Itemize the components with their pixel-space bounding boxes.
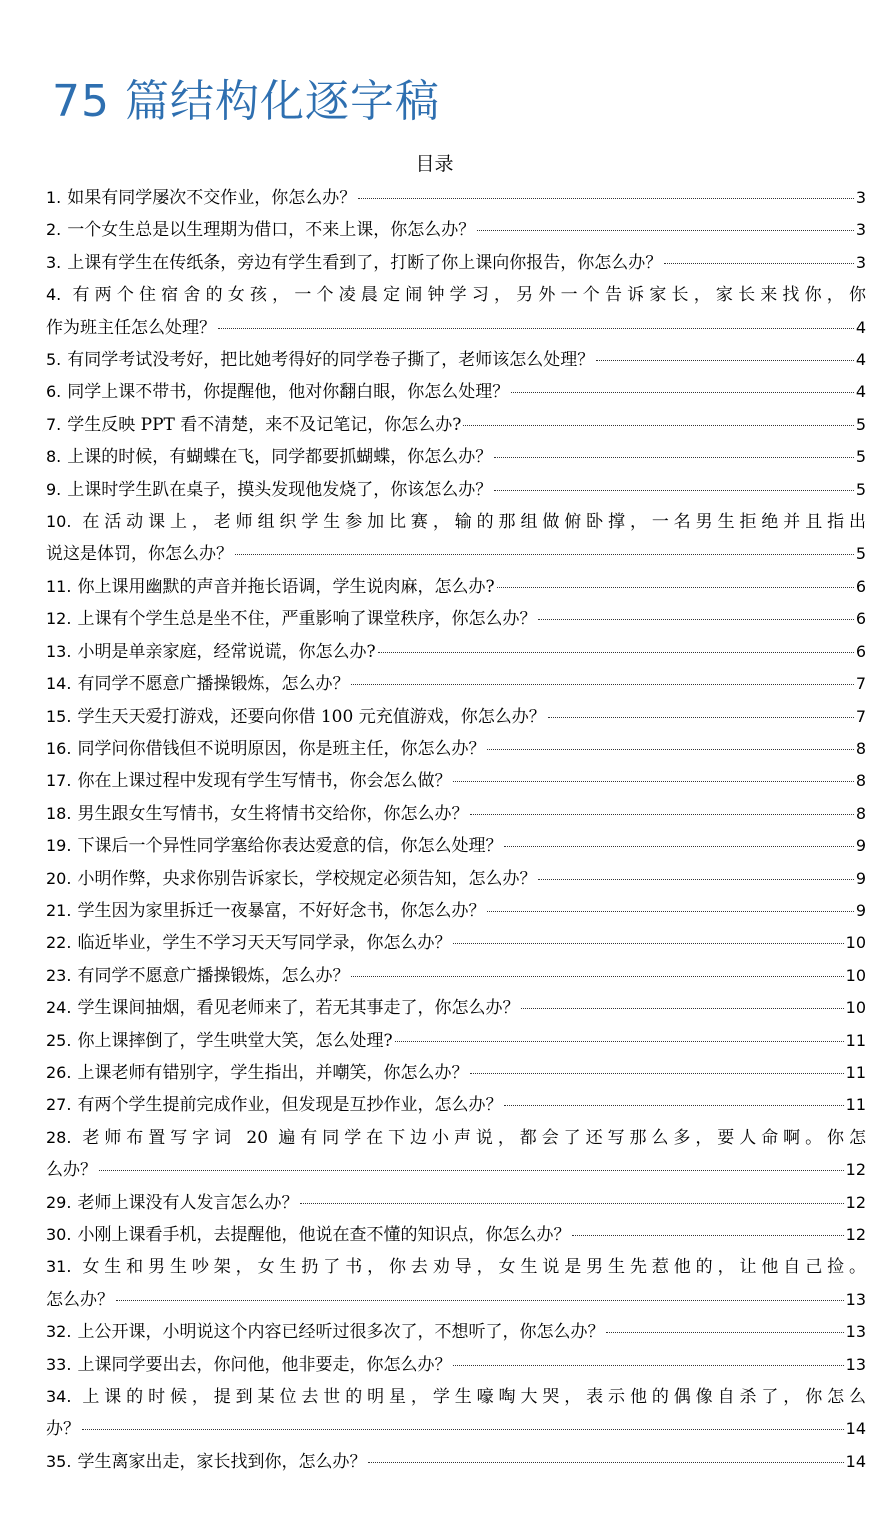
toc-page-number: 6: [855, 641, 866, 661]
toc-entry[interactable]: [46, 1446, 866, 1478]
toc-entry-title: 女生和男生吵架，女生扔了书，你去劝导，女生说是男生先惹他的，让他自己捡。: [77, 1257, 866, 1278]
toc-entry-number: 14.: [46, 674, 72, 694]
toc-page-number: 8: [855, 738, 866, 758]
toc-page-number: 11: [845, 1095, 866, 1115]
toc-entry-number: 5.: [46, 350, 62, 370]
toc-entry-title: 你上课摔倒了，学生哄堂大笑，怎么处理?: [77, 1030, 393, 1051]
toc-entry[interactable]: [46, 798, 866, 830]
toc-entry-title: 有同学考试没考好，把比她考得好的同学卷子撕了，老师该怎么处理？: [67, 350, 595, 371]
toc-entry[interactable]: [46, 603, 866, 635]
toc-entry-title: 小明作弊，央求你别告诉家长，学校规定必须告知，怎么办？: [77, 868, 537, 889]
toc-page-number: 9: [855, 900, 866, 920]
toc-entry-number: 29.: [46, 1192, 72, 1212]
toc-heading: 目录: [415, 153, 454, 175]
toc-page-number: 10: [845, 998, 866, 1018]
toc-entry-title-continued: 怎么办？: [46, 1289, 114, 1310]
toc-entry-title: 学生因为家里拆迁一夜暴富，不好好念书，你怎么办？: [77, 900, 486, 921]
dot-leader: [497, 587, 854, 588]
toc-page-number: 11: [845, 1030, 866, 1050]
toc-entry-number: 12.: [46, 609, 72, 629]
toc-entry-title-continued: 说这是体罚，你怎么办？: [46, 544, 233, 565]
toc-entry-title-continued: 办？: [46, 1419, 80, 1440]
toc-entry-number: 30.: [46, 1225, 72, 1244]
toc-entry-title: 上课同学要出去，你问他，他非要走，你怎么办？: [77, 1354, 452, 1375]
toc-entry-title: 上课的时候，提到某位去世的明星，学生嚎啕大哭，表示他的偶像自杀了，你怎么: [77, 1387, 866, 1408]
toc-entry-title: 有两个学生提前完成作业，但发现是互抄作业，怎么办？: [77, 1095, 503, 1116]
toc-entry-number: 9.: [46, 479, 62, 499]
dot-leader: [351, 976, 843, 977]
toc-entry-number: 32.: [46, 1322, 72, 1342]
dot-leader: [368, 1462, 843, 1463]
toc-page-number: 8: [855, 803, 866, 823]
toc-page-number: 10: [845, 965, 866, 985]
toc-page-number: 3: [855, 252, 866, 272]
toc-entry[interactable]: [46, 636, 866, 668]
toc-entry-number: 17.: [46, 771, 72, 791]
toc-entry-number: 20.: [46, 868, 72, 888]
toc-page-number: 14: [845, 1451, 866, 1471]
toc-entry-number: 33.: [46, 1354, 72, 1374]
toc-entry-line: [46, 1122, 866, 1154]
dot-leader: [351, 684, 853, 685]
toc-page-number: 5: [855, 544, 866, 564]
toc-entry-title: 你上课用幽默的声音并拖长语调，学生说肉麻，怎么办?: [77, 576, 495, 597]
toc-entry-title: 一个女生总是以生理期为借口，不来上课，你怎么办？: [67, 220, 476, 241]
toc-page-number: 5: [855, 447, 866, 467]
toc-page-number: 5: [855, 414, 866, 434]
dot-leader: [358, 198, 854, 199]
document-title: 75 篇结构化逐字稿: [52, 76, 440, 127]
toc-entry[interactable]: [46, 376, 866, 408]
dot-leader: [99, 1170, 844, 1171]
toc-entry-number: 26.: [46, 1062, 72, 1082]
toc-entry[interactable]: [46, 409, 866, 441]
dot-leader: [395, 1041, 844, 1042]
toc-entry-title: 小明是单亲家庭，经常说谎，你怎么办?: [77, 641, 376, 662]
toc-entry[interactable]: [46, 863, 866, 895]
dot-leader: [477, 230, 854, 231]
dot-leader: [511, 392, 854, 393]
dot-leader: [487, 911, 853, 912]
table-of-contents: [46, 182, 866, 1478]
toc-page-number: 5: [855, 479, 866, 499]
toc-entry[interactable]: [46, 182, 866, 214]
dot-leader: [463, 425, 853, 426]
toc-entry-title: 有同学不愿意广播操锻炼，怎么办？: [77, 674, 350, 695]
dot-leader: [521, 1008, 843, 1009]
dot-leader: [378, 652, 854, 653]
toc-entry[interactable]: [46, 1089, 866, 1121]
dot-leader: [664, 263, 854, 264]
toc-entry-number: 27.: [46, 1095, 72, 1115]
toc-entry-number: 24.: [46, 998, 72, 1018]
toc-entry-title: 同学问你借钱但不说明原因，你是班主任，你怎么办？: [77, 738, 486, 759]
dot-leader: [538, 879, 853, 880]
toc-entry-number: 13.: [46, 641, 72, 661]
toc-entry[interactable]: [46, 1187, 866, 1219]
toc-entry-number: 7.: [46, 414, 62, 434]
dot-leader: [453, 781, 853, 782]
toc-entry-number: 10.: [46, 512, 72, 532]
toc-entry-number: 19.: [46, 836, 72, 856]
dot-leader: [504, 1105, 843, 1106]
toc-entry[interactable]: [46, 960, 866, 992]
toc-entry[interactable]: [46, 830, 866, 862]
toc-entry-title: 小刚上课看手机，去提醒他，他说在查不懂的知识点，你怎么办？: [77, 1225, 571, 1245]
toc-entry-title: 有两个住宿舍的女孩，一个凌晨定闹钟学习，另外一个告诉家长，家长来找你，你: [67, 285, 866, 306]
toc-page-number: 9: [855, 868, 866, 888]
toc-entry[interactable]: [46, 1057, 866, 1089]
toc-entry-number: 1.: [46, 188, 62, 207]
toc-entry-title: 上课时学生趴在桌子，摸头发现他发烧了，你该怎么办？: [67, 479, 493, 500]
toc-entry-line: [46, 279, 866, 311]
toc-entry-title-continued: 作为班主任怎么处理？: [46, 317, 216, 338]
toc-entry[interactable]: [46, 1122, 866, 1187]
toc-entry-title: 你在上课过程中发现有学生写情书，你会怎么做？: [77, 771, 452, 792]
dot-leader: [218, 328, 854, 329]
toc-entry-number: 3.: [46, 252, 62, 272]
toc-entry-number: 18.: [46, 803, 72, 823]
toc-entry-number: 11.: [46, 576, 72, 596]
toc-entry[interactable]: [46, 571, 866, 603]
toc-entry[interactable]: [46, 1349, 866, 1381]
toc-entry[interactable]: [46, 668, 866, 700]
toc-entry[interactable]: [46, 1025, 866, 1057]
toc-entry-number: 22.: [46, 933, 72, 953]
dot-leader: [487, 749, 853, 750]
toc-entry[interactable]: [46, 733, 866, 765]
toc-entry-title: 上公开课，小明说这个内容已经听过很多次了，不想听了，你怎么办？: [77, 1322, 605, 1343]
toc-entry-number: 23.: [46, 965, 72, 985]
toc-page-number: 4: [855, 317, 866, 337]
toc-entry-number: 28.: [46, 1127, 72, 1147]
toc-entry[interactable]: [46, 506, 866, 571]
dot-leader: [504, 846, 853, 847]
toc-entry[interactable]: [46, 441, 866, 473]
toc-page-number: 11: [845, 1062, 866, 1082]
toc-entry-number: 6.: [46, 382, 62, 402]
toc-entry-number: 15.: [46, 706, 72, 726]
toc-page-number: 7: [855, 706, 866, 726]
toc-page-number: 12: [845, 1192, 866, 1212]
toc-entry[interactable]: [46, 701, 866, 733]
toc-page-number: 7: [855, 674, 866, 694]
dot-leader: [548, 717, 854, 718]
toc-entry-line: [46, 506, 866, 538]
toc-entry[interactable]: [46, 1381, 866, 1446]
toc-entry[interactable]: [46, 927, 866, 959]
toc-entry[interactable]: [46, 765, 866, 797]
toc-entry[interactable]: [46, 344, 866, 376]
toc-entry-line: [46, 1251, 866, 1283]
toc-page-number: 8: [855, 771, 866, 791]
toc-entry-title: 上课有学生在传纸条，旁边有学生看到了，打断了你上课向你报告，你怎么办？: [67, 252, 663, 273]
dot-leader: [494, 457, 854, 458]
toc-page-number: 14: [845, 1419, 866, 1439]
toc-entry-number: 21.: [46, 900, 72, 920]
toc-entry-title: 学生反映 PPT 看不清楚，来不及记笔记，你怎么办?: [67, 414, 462, 435]
dot-leader: [572, 1235, 843, 1236]
toc-entry-title: 学生天天爱打游戏，还要向你借 100 元充值游戏，你怎么办？: [77, 706, 546, 727]
toc-page-number: 6: [855, 576, 866, 596]
toc-entry-title: 上课老师有错别字，学生指出，并嘲笑，你怎么办？: [77, 1062, 469, 1083]
toc-entry-title: 同学上课不带书，你提醒他，他对你翻白眼，你怎么处理？: [67, 382, 510, 403]
toc-page-number: 4: [855, 382, 866, 402]
toc-page-number: 3: [855, 188, 866, 207]
dot-leader: [116, 1300, 844, 1301]
toc-entry-number: 4.: [46, 285, 62, 305]
toc-entry[interactable]: [46, 992, 866, 1024]
toc-page-number: 12: [845, 1225, 866, 1244]
dot-leader: [596, 360, 854, 361]
toc-page-number: 10: [845, 933, 866, 953]
dot-leader: [235, 554, 854, 555]
toc-entry[interactable]: [46, 1316, 866, 1348]
dot-leader: [606, 1332, 843, 1333]
toc-entry[interactable]: [46, 214, 866, 246]
dot-leader: [453, 943, 843, 944]
toc-entry[interactable]: [46, 895, 866, 927]
toc-entry-title: 上课的时候，有蝴蝶在飞，同学都要抓蝴蝶，你怎么办？: [67, 447, 493, 468]
toc-entry-number: 35.: [46, 1451, 72, 1471]
toc-entry-title: 如果有同学屡次不交作业，你怎么办？: [67, 188, 357, 208]
toc-entry-number: 31.: [46, 1257, 72, 1277]
toc-entry-title: 有同学不愿意广播操锻炼，怎么办？: [77, 965, 350, 986]
toc-entry-number: 8.: [46, 447, 62, 467]
toc-entry-title-continued: 么办？: [46, 1160, 97, 1181]
dot-leader: [300, 1203, 843, 1204]
toc-entry-title: 学生离家出走，家长找到你，怎么办？: [77, 1451, 367, 1472]
dot-leader: [470, 1073, 843, 1074]
toc-entry-title: 男生跟女生写情书，女生将情书交给你，你怎么办？: [77, 803, 469, 824]
toc-entry-title: 下课后一个异性同学塞给你表达爱意的信，你怎么处理？: [77, 836, 503, 857]
toc-entry[interactable]: [46, 247, 866, 279]
toc-page-number: 13: [845, 1354, 866, 1374]
toc-entry-number: 25.: [46, 1030, 72, 1050]
toc-entry-number: 34.: [46, 1387, 72, 1407]
toc-entry[interactable]: [46, 1251, 866, 1316]
toc-entry-line: [46, 1381, 866, 1413]
toc-entry-title: 老师上课没有人发言怎么办？: [77, 1192, 299, 1213]
dot-leader: [82, 1429, 844, 1430]
toc-entry-number: 2.: [46, 220, 62, 240]
dot-leader: [453, 1365, 843, 1366]
toc-page-number: 6: [855, 609, 866, 629]
toc-entry-title: 临近毕业，学生不学习天天写同学录，你怎么办？: [77, 933, 452, 954]
dot-leader: [538, 619, 853, 620]
toc-page-number: 13: [845, 1289, 866, 1309]
toc-entry-title: 学生课间抽烟，看见老师来了，若无其事走了，你怎么办？: [77, 998, 520, 1019]
toc-entry[interactable]: [46, 474, 866, 506]
toc-entry-number: 16.: [46, 738, 72, 758]
dot-leader: [470, 814, 853, 815]
toc-page-number: 9: [855, 836, 866, 856]
dot-leader: [494, 490, 854, 491]
toc-page-number: 4: [855, 350, 866, 370]
toc-entry[interactable]: [46, 1219, 866, 1251]
toc-page-number: 3: [855, 220, 866, 240]
toc-entry[interactable]: [46, 279, 866, 344]
toc-entry-title: 上课有个学生总是坐不住，严重影响了课堂秩序，你怎么办？: [77, 609, 537, 630]
toc-entry-title: 老师布置写字词 20 遍有同学在下边小声说，都会了还写那么多，要人命啊。你怎: [77, 1127, 866, 1148]
toc-page-number: 12: [845, 1160, 866, 1180]
toc-page-number: 13: [845, 1322, 866, 1342]
toc-entry-title: 在活动课上，老师组织学生参加比赛，输的那组做俯卧撑，一名男生拒绝并且指出: [77, 512, 866, 533]
